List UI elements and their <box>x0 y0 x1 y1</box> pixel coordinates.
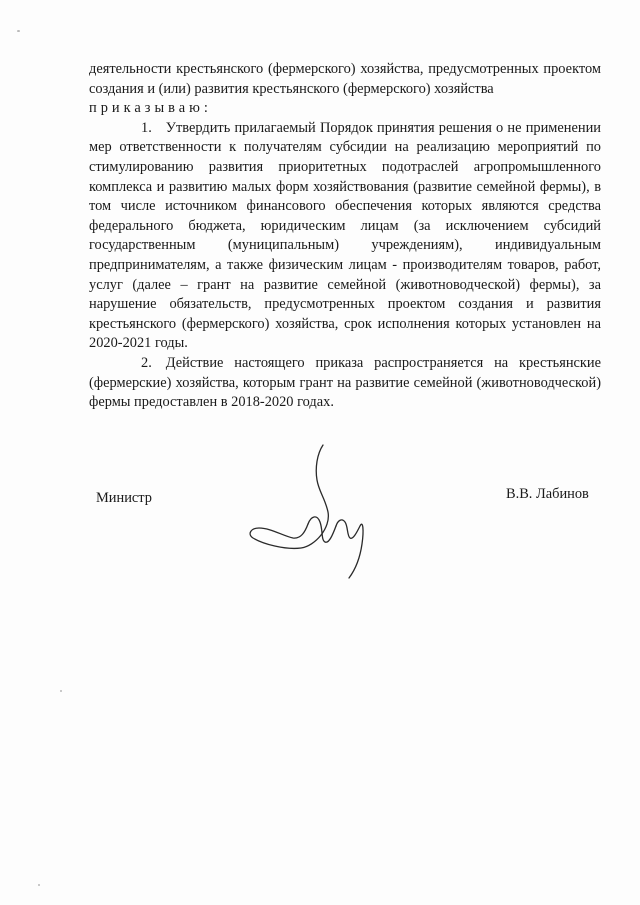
intro-paragraph <box>89 60 601 119</box>
scan-speck <box>38 884 40 886</box>
handwritten-signature <box>245 440 375 580</box>
item-1-number: 1. <box>141 119 152 136</box>
signatory-title: Министр <box>96 490 152 506</box>
scan-speck <box>60 690 62 692</box>
scan-speck <box>17 30 20 32</box>
document-body <box>89 60 601 413</box>
item-2-number: 2. <box>141 354 152 371</box>
signatory-name: В.В. Лабинов <box>506 486 589 502</box>
intro-text: деятельности крестьянского (фермерского) хозяйства, предусмотренных проектом создания и (или) развития крестьянского (фермерского) хозяйства <box>89 61 601 97</box>
signature-row <box>0 480 640 570</box>
item-1-text: Утвердить прилагаемый Порядок принятия решения о не применении мер ответственности к получателям субсидии на реализацию мероприятий по стимулированию развития приоритетных подотраслей агропромышленного комплекса и развитию малых форм хозяйствования (развитие семейной фермы), в том числе источником финансового обеспечения которых являются средства федерального бюджета, юридическим лицам (за исключением субсидий государственным (муниципальным) учреждениям), индивидуальным предпринимателям, а также физическим лицам - производителям товаров, работ, услуг (далее – грант на развитие семейной (животноводческой) фермы), за нарушение обязательств, предусмотренных проектом создания и развития крестьянского (фермерского) хозяйства, срок исполнения которых установлен на 2020-2021 годы. <box>89 119 601 352</box>
order-word: приказываю: <box>89 100 212 117</box>
item-2-text: Действие настоящего приказа распространяется на крестьянские (фермерские) хозяйства, которым грант на развитие семейной (животноводческой) фермы предоставлен в 2018-2020 годах. <box>89 354 601 411</box>
item-1-paragraph <box>89 119 601 354</box>
item-2-paragraph <box>89 354 601 413</box>
